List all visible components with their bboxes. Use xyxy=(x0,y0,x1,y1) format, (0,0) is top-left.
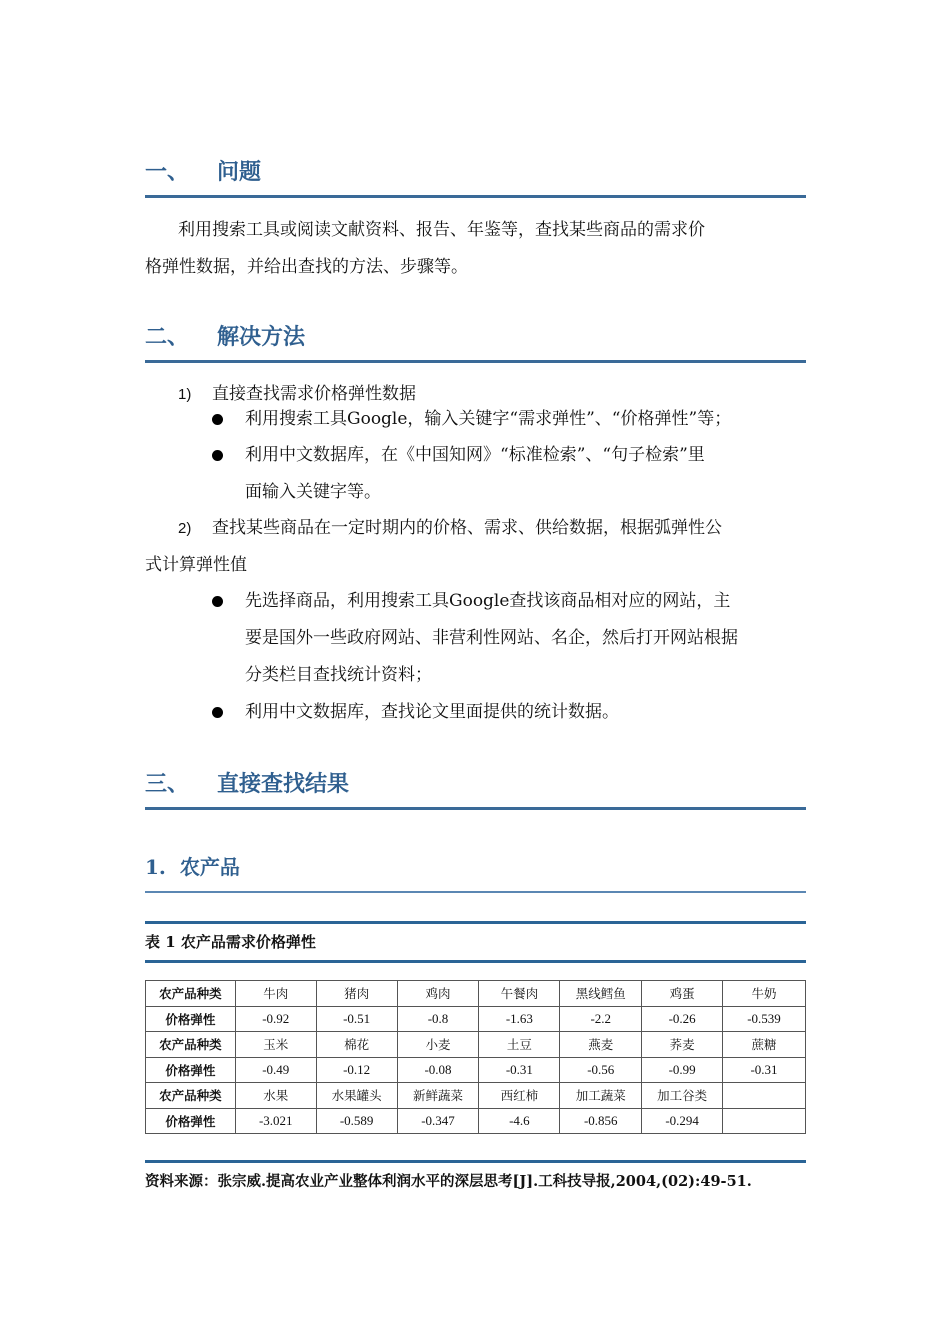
product-name-cell: 小麦 xyxy=(397,1032,479,1058)
bullet-icon xyxy=(212,414,223,425)
elasticity-value-cell: -0.49 xyxy=(235,1057,316,1083)
table-caption-bar xyxy=(145,921,806,963)
section-title: 解决方法 xyxy=(217,324,306,350)
product-name-cell: 水果 xyxy=(235,1083,316,1109)
row-label: 价格弹性 xyxy=(146,1057,236,1083)
problem-line-2: 格弹性数据，并给出查找的方法、步骤等。 xyxy=(145,257,468,277)
elasticity-value-cell: -1.63 xyxy=(479,1006,560,1032)
bullet-text-line: 面输入关键字等。 xyxy=(245,482,381,502)
elasticity-value-cell xyxy=(723,1108,806,1134)
product-name-cell: 燕麦 xyxy=(560,1032,642,1058)
source-citation: 资料来源：张宗威.提高农业产业整体利润水平的深层思考[J].工科技导报,2004,(02):49-51. xyxy=(145,1160,806,1191)
table-row-kind xyxy=(146,1032,806,1058)
table-caption: 表 1 农产品需求价格弹性 xyxy=(145,933,316,951)
elasticity-value-cell: -0.31 xyxy=(723,1057,806,1083)
section-number: 二、 xyxy=(145,324,190,350)
bullet-icon xyxy=(212,707,223,718)
elasticity-value-cell: -0.56 xyxy=(560,1057,642,1083)
elasticity-value-cell: -0.99 xyxy=(642,1057,723,1083)
section-number: 一、 xyxy=(145,159,190,185)
section-heading-method xyxy=(145,320,806,363)
bullet-text-line: 分类栏目查找统计资料； xyxy=(245,665,432,685)
product-name-cell: 玉米 xyxy=(235,1032,316,1058)
bullet-text-line: 先选择商品，利用搜索工具Google查找该商品相对应的网站，主 xyxy=(245,591,731,611)
product-name-cell: 牛奶 xyxy=(723,981,806,1007)
product-name-cell: 加工谷类 xyxy=(642,1083,723,1109)
table-row-kind xyxy=(146,981,806,1007)
product-name-cell: 棉花 xyxy=(316,1032,397,1058)
subsection-number: 1. xyxy=(145,855,166,879)
section-title: 直接查找结果 xyxy=(217,771,350,797)
section-number: 三、 xyxy=(145,771,190,797)
elasticity-value-cell: -0.51 xyxy=(316,1006,397,1032)
product-name-cell: 土豆 xyxy=(479,1032,560,1058)
product-name-cell: 蔗糖 xyxy=(723,1032,806,1058)
elasticity-value-cell: -2.2 xyxy=(560,1006,642,1032)
bullet-icon xyxy=(212,596,223,607)
method-item-2-line-1: 查找某些商品在一定时期内的价格、需求、供给数据，根据弧弹性公 xyxy=(212,518,722,538)
product-name-cell: 鸡蛋 xyxy=(642,981,723,1007)
problem-line-1: 利用搜索工具或阅读文献资料、报告、年鉴等，查找某些商品的需求价 xyxy=(178,220,705,240)
bullet-text: 利用中文数据库，查找论文里面提供的统计数据。 xyxy=(245,702,619,722)
row-label: 价格弹性 xyxy=(146,1108,236,1134)
subsection-title: 农产品 xyxy=(179,855,240,879)
product-name-cell: 黑线鳕鱼 xyxy=(560,981,642,1007)
list-number-1: 1) xyxy=(178,386,192,403)
section-heading-problem xyxy=(145,155,806,198)
elasticity-value-cell: -0.294 xyxy=(642,1108,723,1134)
bullet-text: 利用搜索工具Google，输入关键字“需求弹性”、“价格弹性”等； xyxy=(245,409,732,429)
product-name-cell: 水果罐头 xyxy=(316,1083,397,1109)
elasticity-value-cell: -0.08 xyxy=(397,1057,479,1083)
elasticity-value-cell: -0.31 xyxy=(479,1057,560,1083)
table-row-elasticity xyxy=(146,1057,806,1083)
elasticity-value-cell: -0.539 xyxy=(723,1006,806,1032)
row-label: 农产品种类 xyxy=(146,1032,236,1058)
table-row-elasticity xyxy=(146,1006,806,1032)
table-row-elasticity xyxy=(146,1108,806,1134)
elasticity-value-cell: -3.021 xyxy=(235,1108,316,1134)
bullet-text-line: 要是国外一些政府网站、非营利性网站、名企，然后打开网站根据 xyxy=(245,628,738,648)
product-name-cell: 荞麦 xyxy=(642,1032,723,1058)
elasticity-value-cell: -4.6 xyxy=(479,1108,560,1134)
product-name-cell: 午餐肉 xyxy=(479,981,560,1007)
product-name-cell: 鸡肉 xyxy=(397,981,479,1007)
product-name-cell: 西红柿 xyxy=(479,1083,560,1109)
elasticity-value-cell: -0.856 xyxy=(560,1108,642,1134)
elasticity-value-cell: -0.26 xyxy=(642,1006,723,1032)
bullet-icon xyxy=(212,450,223,461)
elasticity-value-cell: -0.347 xyxy=(397,1108,479,1134)
table-row-kind xyxy=(146,1083,806,1109)
elasticity-value-cell: -0.12 xyxy=(316,1057,397,1083)
product-name-cell: 猪肉 xyxy=(316,981,397,1007)
method-item-2-line-2: 式计算弹性值 xyxy=(145,555,247,575)
list-number-2: 2) xyxy=(178,520,192,537)
row-label: 农产品种类 xyxy=(146,1083,236,1109)
elasticity-value-cell: -0.8 xyxy=(397,1006,479,1032)
bullet-text-line: 利用中文数据库，在《中国知网》“标准检索”、“句子检索”里 xyxy=(245,445,705,465)
section-heading-results xyxy=(145,767,806,810)
row-label: 农产品种类 xyxy=(146,981,236,1007)
product-name-cell: 新鲜蔬菜 xyxy=(397,1083,479,1109)
method-item-1-text: 直接查找需求价格弹性数据 xyxy=(212,384,416,404)
product-name-cell: 牛肉 xyxy=(235,981,316,1007)
elasticity-value-cell: -0.92 xyxy=(235,1006,316,1032)
elasticity-value-cell: -0.589 xyxy=(316,1108,397,1134)
product-name-cell xyxy=(723,1083,806,1109)
row-label: 价格弹性 xyxy=(146,1006,236,1032)
elasticity-table xyxy=(145,980,806,1134)
product-name-cell: 加工蔬菜 xyxy=(560,1083,642,1109)
section-title: 问题 xyxy=(217,159,262,185)
subsection-heading-agriculture xyxy=(145,851,806,893)
